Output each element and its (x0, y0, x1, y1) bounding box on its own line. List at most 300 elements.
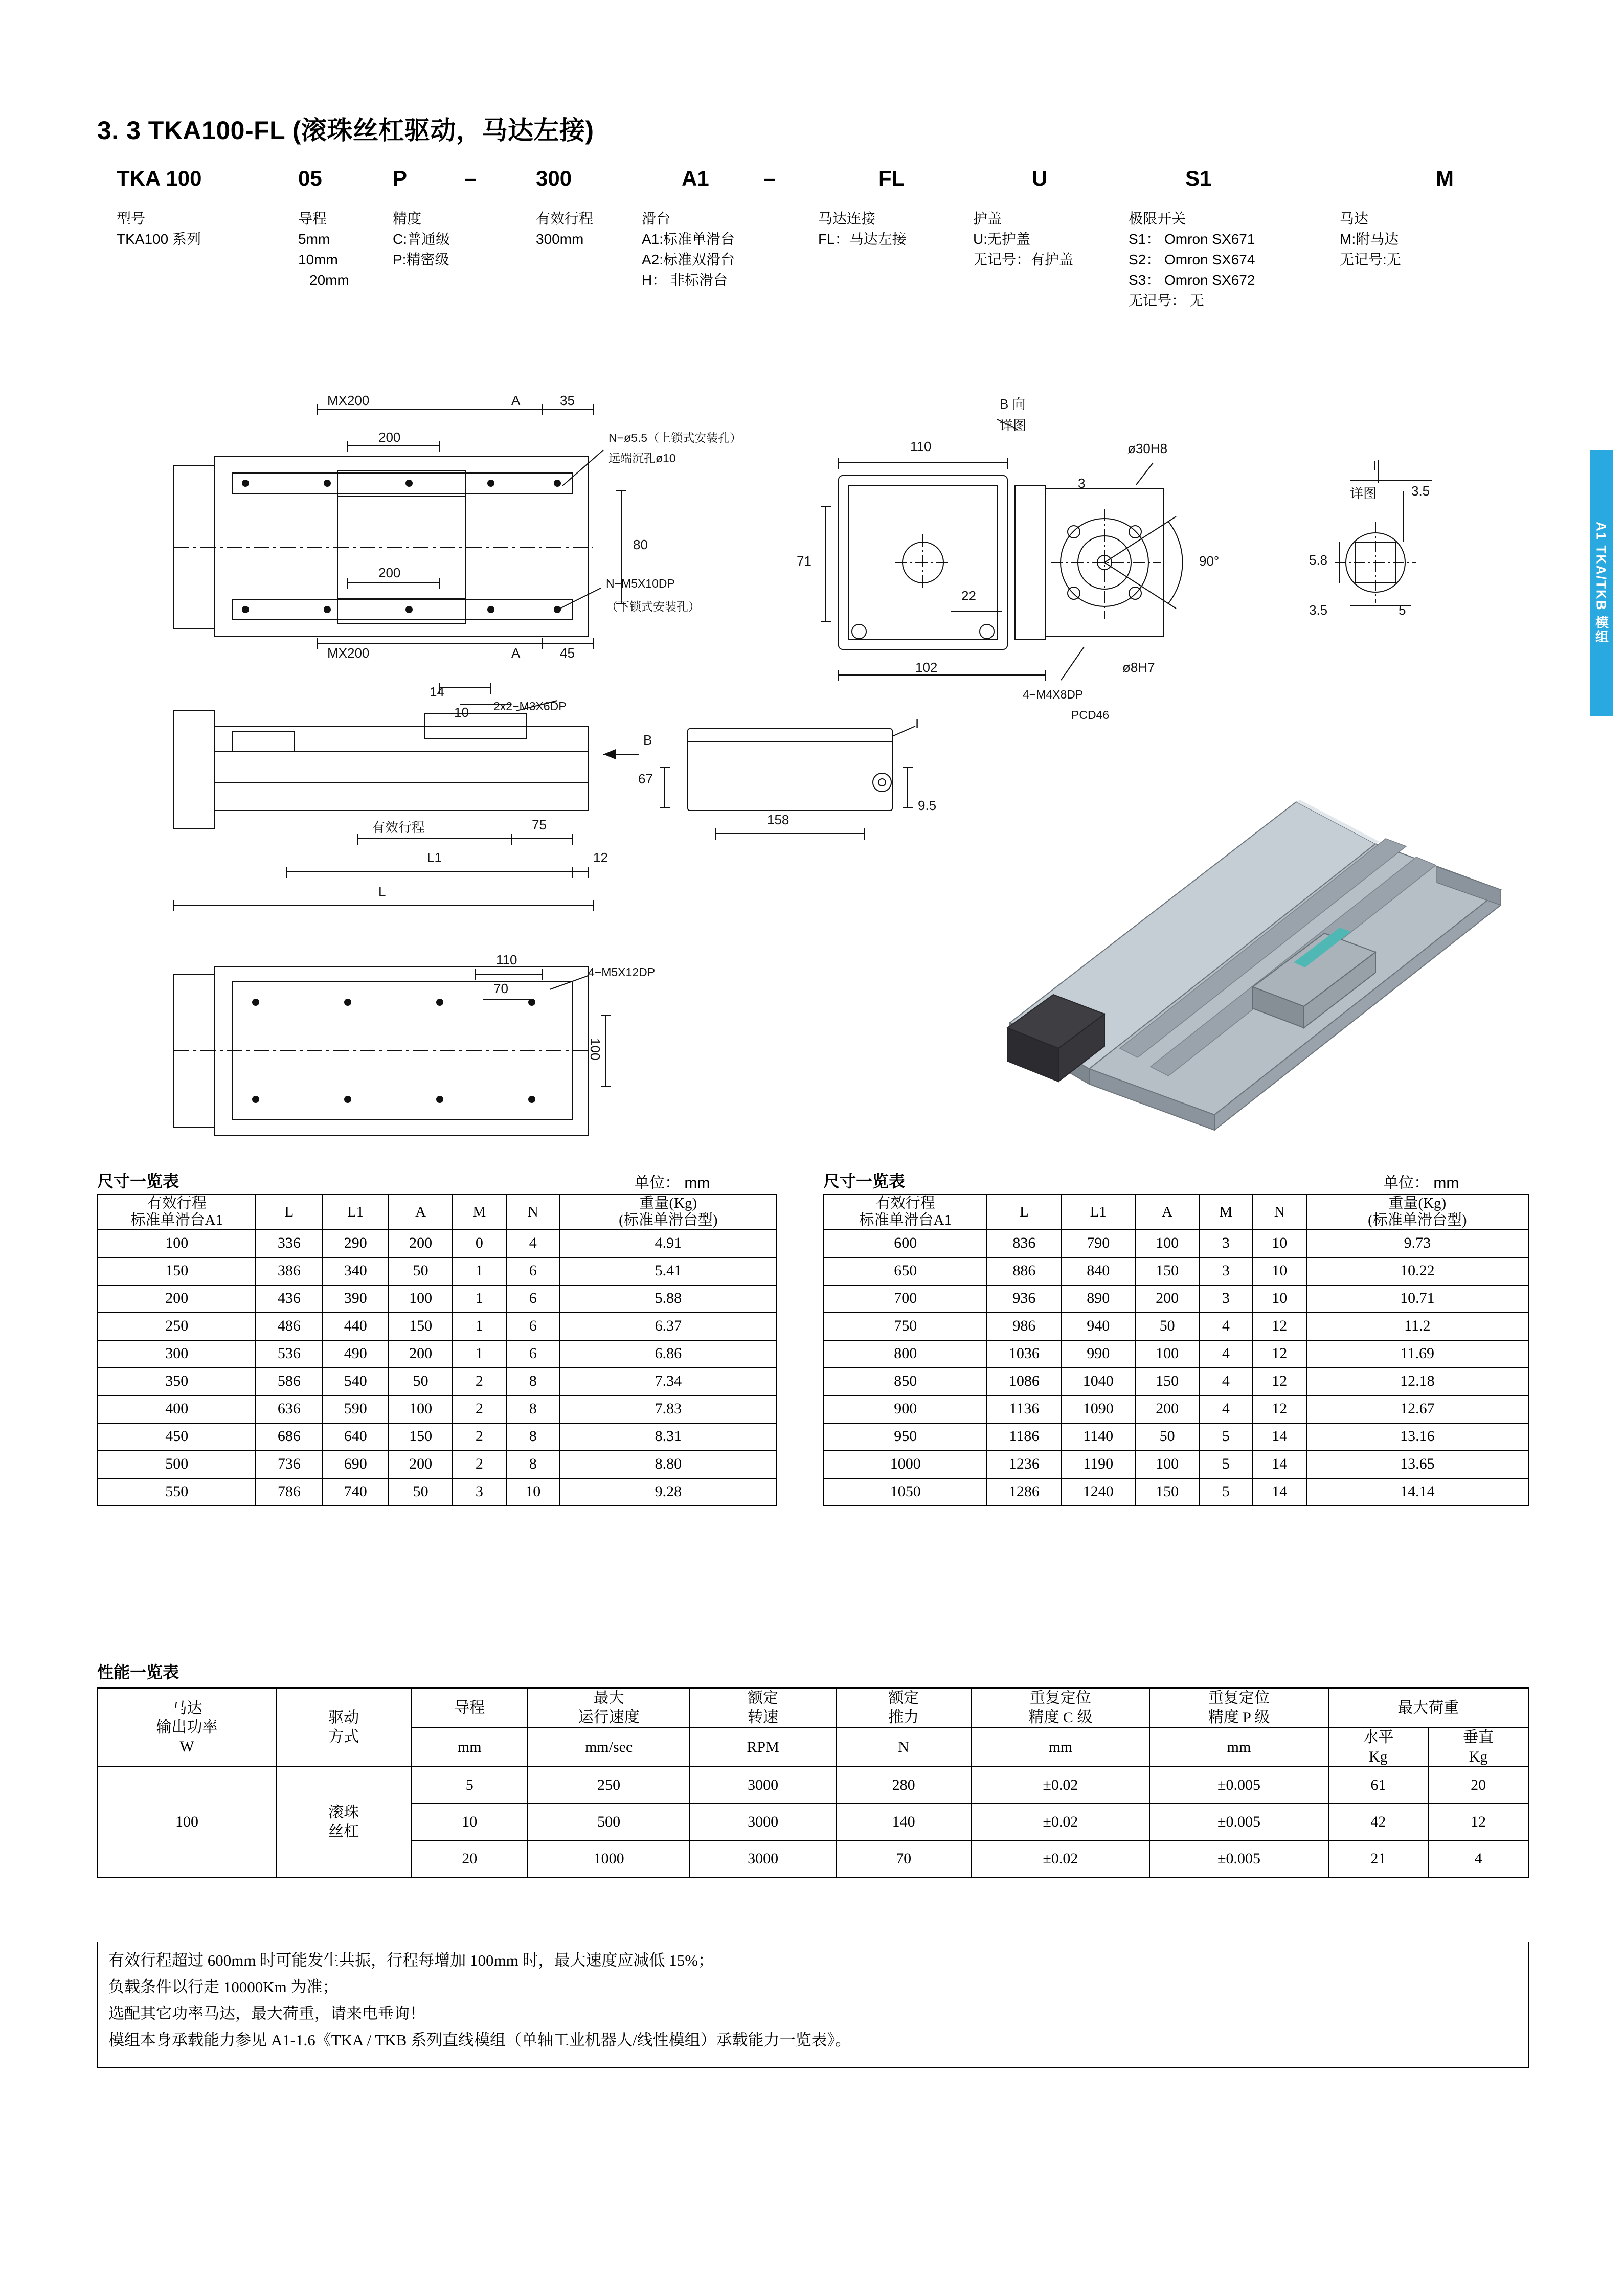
desc-cover-l2: 无记号：有护盖 (973, 252, 1074, 267)
desc-accuracy-l1: C:普通级 (393, 231, 450, 247)
cell-a: 100 (389, 1285, 453, 1313)
cell-l1: 1140 (1061, 1423, 1135, 1451)
cell-a: 200 (389, 1340, 453, 1368)
dim-45: 45 (560, 645, 575, 661)
table-row (98, 1451, 777, 1478)
cell-a: 100 (389, 1395, 453, 1423)
cell-l1: 540 (322, 1368, 389, 1395)
perf-col-repeat-p: 重复定位 精度 P 级 (1149, 1688, 1328, 1727)
cell-a: 50 (389, 1368, 453, 1395)
perf-row (98, 1767, 1528, 1804)
desc-switch-l1: S1： Omron SX671 (1129, 231, 1255, 247)
table-row (98, 1368, 777, 1395)
cell-l1: 1190 (1061, 1451, 1135, 1478)
cell-weight: 10.22 (1306, 1257, 1528, 1285)
col-weight: 重量(Kg) (标准单滑台型) (560, 1195, 777, 1230)
perf-cell-speed: 1000 (528, 1840, 690, 1877)
col-a: A (389, 1195, 453, 1230)
note-4-m4x8dp: 4−M4X8DP (1023, 688, 1084, 701)
table-row (824, 1451, 1528, 1478)
perf-cell-repeat-p: ±0.005 (1149, 1804, 1328, 1840)
cell-n: 12 (1253, 1368, 1306, 1395)
cell-weight: 8.31 (560, 1423, 777, 1451)
cell-weight: 12.18 (1306, 1368, 1528, 1395)
cell-a: 150 (1135, 1368, 1199, 1395)
perf-col-lead: 导程 (412, 1688, 528, 1727)
perf-cell-rpm: 3000 (690, 1840, 836, 1877)
cell-stroke: 500 (98, 1451, 256, 1478)
perf-col-vertical: 垂直 Kg (1428, 1727, 1528, 1767)
code-part-stroke: 300 (536, 166, 572, 190)
cell-m: 1 (453, 1313, 506, 1340)
note-4-m5x12dp: 4−M5X12DP (588, 965, 656, 979)
note-upper-mount-hole: N−ø5.5（上锁式安装孔） (608, 431, 742, 444)
cell-stroke: 300 (98, 1340, 256, 1368)
col-effective-stroke: 有效行程 标准单滑台A1 (824, 1195, 987, 1230)
cell-m: 2 (453, 1368, 506, 1395)
cell-n: 12 (1253, 1395, 1306, 1423)
cell-a: 200 (389, 1230, 453, 1257)
cell-l1: 790 (1061, 1230, 1135, 1257)
table-row (98, 1340, 777, 1368)
desc-series-l1: TKA100 系列 (117, 231, 201, 247)
cell-a: 200 (389, 1451, 453, 1478)
desc-cover-l1: U:无护盖 (973, 231, 1031, 247)
cell-n: 10 (1253, 1257, 1306, 1285)
dim-5: 5 (1399, 602, 1406, 618)
table-row (824, 1230, 1528, 1257)
cell-a: 50 (1135, 1423, 1199, 1451)
dim-l1: L1 (427, 850, 442, 865)
cell-l: 936 (987, 1285, 1061, 1313)
cell-weight: 9.28 (560, 1478, 777, 1506)
dim-5p8: 5.8 (1309, 552, 1328, 568)
desc-table-l1: A1:标准单滑台 (642, 231, 735, 247)
dim-200-top: 200 (378, 430, 401, 445)
cell-m: 1 (453, 1285, 506, 1313)
cell-l: 986 (987, 1313, 1061, 1340)
cell-stroke: 400 (98, 1395, 256, 1423)
table-header-row (98, 1195, 777, 1230)
cell-n: 4 (506, 1230, 560, 1257)
desc-motor (1340, 209, 1401, 270)
desc-motor-l2: 无记号:无 (1340, 252, 1401, 267)
cell-m: 4 (1199, 1340, 1253, 1368)
cell-l1: 290 (322, 1230, 389, 1257)
cell-weight: 10.71 (1306, 1285, 1528, 1313)
table-row (824, 1478, 1528, 1506)
dim-table-unit-left: 单位： mm (634, 1175, 710, 1191)
cell-weight: 6.37 (560, 1313, 777, 1340)
dim-d30h8: ø30H8 (1127, 441, 1168, 456)
cell-m: 3 (453, 1478, 506, 1506)
dim-3: 3 (1078, 476, 1086, 491)
cell-weight: 14.14 (1306, 1478, 1528, 1506)
dim-mx200-top: MX200 (327, 393, 370, 408)
table-row (824, 1395, 1528, 1423)
dim-a-top: A (511, 393, 521, 408)
cell-l: 1186 (987, 1423, 1061, 1451)
code-part-dash2: – (763, 166, 776, 190)
perf-col-rated-thrust: 额定 推力 (836, 1688, 971, 1727)
label-view-b-detail: 详图 (1000, 418, 1027, 433)
cell-a: 50 (389, 1478, 453, 1506)
table-row (98, 1257, 777, 1285)
desc-lead-l2: 10mm (298, 252, 338, 267)
table-row (824, 1313, 1528, 1340)
cell-weight: 7.83 (560, 1395, 777, 1423)
table-row (98, 1423, 777, 1451)
cell-a: 100 (1135, 1451, 1199, 1478)
cell-n: 14 (1253, 1451, 1306, 1478)
label-view-b: B 向 (1000, 396, 1026, 412)
col-effective-stroke: 有效行程 标准单滑台A1 (98, 1195, 256, 1230)
table-row (824, 1340, 1528, 1368)
perf-col-repeat-c: 重复定位 精度 C 级 (971, 1688, 1149, 1727)
note-2x2-m3x6dp: 2x2−M3X6DP (493, 700, 567, 713)
cell-n: 6 (506, 1340, 560, 1368)
desc-stroke-head: 有效行程 (536, 211, 594, 227)
perf-cell-speed: 500 (528, 1804, 690, 1840)
desc-lead-head: 导程 (298, 211, 327, 227)
perf-cell-repeat-p: ±0.005 (1149, 1840, 1328, 1877)
note-line-4: 模组本身承载能力参见 A1-1.6《TKA / TKB 系列直线模组（单轴工业机器人/线性模组）承载能力一览表》。 (108, 2031, 851, 2049)
cell-m: 2 (453, 1423, 506, 1451)
perf-unit-thrust: N (836, 1727, 971, 1767)
col-a: A (1135, 1195, 1199, 1230)
cell-weight: 7.34 (560, 1368, 777, 1395)
desc-cover-head: 护盖 (973, 211, 1002, 227)
cell-l: 1136 (987, 1395, 1061, 1423)
dim-67: 67 (638, 771, 653, 786)
cell-l: 1086 (987, 1368, 1061, 1395)
cell-stroke: 850 (824, 1368, 987, 1395)
dim-table-unit-right: 单位： mm (1383, 1175, 1459, 1191)
dim-table-label-right: 尺寸一览表 (823, 1172, 906, 1190)
label-detail-i-side: I (915, 716, 919, 731)
desc-switch-l3: S3： Omron SX672 (1129, 272, 1255, 288)
perf-cell-thrust: 140 (836, 1804, 971, 1840)
code-part-motor: M (1436, 166, 1454, 190)
cell-l1: 1040 (1061, 1368, 1135, 1395)
cell-n: 10 (1253, 1285, 1306, 1313)
perf-cell-rpm: 3000 (690, 1767, 836, 1804)
cell-l: 886 (987, 1257, 1061, 1285)
dim-3p5-bottom: 3.5 (1309, 602, 1328, 618)
perf-cell-repeat-c: ±0.02 (971, 1767, 1149, 1804)
desc-accuracy-l2: P:精密级 (393, 252, 449, 267)
code-part-series: TKA 100 (117, 166, 202, 190)
cell-l1: 340 (322, 1257, 389, 1285)
product-3d-render (936, 762, 1539, 1161)
cell-m: 3 (1199, 1257, 1253, 1285)
code-part-accuracy: P (393, 166, 408, 190)
table-row (824, 1368, 1528, 1395)
desc-switch-l2: S2： Omron SX674 (1129, 252, 1255, 267)
cell-l: 786 (256, 1478, 322, 1506)
desc-motorconn-l1: FL：马达左接 (818, 231, 907, 247)
cell-n: 8 (506, 1423, 560, 1451)
cell-m: 2 (453, 1451, 506, 1478)
cell-l: 336 (256, 1230, 322, 1257)
dim-a-bottom: A (511, 645, 521, 661)
cell-m: 4 (1199, 1313, 1253, 1340)
cell-stroke: 800 (824, 1340, 987, 1368)
desc-motorconn (818, 209, 907, 250)
cell-weight: 11.2 (1306, 1313, 1528, 1340)
table-row (98, 1313, 777, 1340)
perf-cell-thrust: 70 (836, 1840, 971, 1877)
cell-a: 50 (1135, 1313, 1199, 1340)
desc-series (117, 209, 201, 250)
desc-motorconn-head: 马达连接 (818, 211, 876, 227)
cell-stroke: 450 (98, 1423, 256, 1451)
desc-lead-l3: 20mm (309, 272, 349, 288)
cell-a: 150 (1135, 1257, 1199, 1285)
col-m: M (453, 1195, 506, 1230)
table-row (824, 1423, 1528, 1451)
col-m: M (1199, 1195, 1253, 1230)
cell-n: 6 (506, 1285, 560, 1313)
dim-35: 35 (560, 393, 575, 408)
cell-l1: 1240 (1061, 1478, 1135, 1506)
cell-weight: 12.67 (1306, 1395, 1528, 1423)
perf-col-max-speed: 最大 运行速度 (528, 1688, 690, 1727)
cell-a: 50 (389, 1257, 453, 1285)
cell-stroke: 200 (98, 1285, 256, 1313)
code-part-cover: U (1032, 166, 1048, 190)
dim-102: 102 (915, 660, 938, 675)
cell-weight: 13.65 (1306, 1451, 1528, 1478)
cell-n: 8 (506, 1368, 560, 1395)
dim-70: 70 (493, 981, 508, 996)
desc-stroke-l1: 300mm (536, 231, 584, 247)
note-line-2: 负载条件以行走 10000Km 为准； (108, 1978, 339, 1996)
label-detail-i: 详图 (1350, 486, 1377, 501)
note-line-1: 有效行程超过 600mm 时可能发生共振，行程每增加 100mm 时，最大速度应减低 15%； (108, 1951, 714, 1969)
cell-stroke: 600 (824, 1230, 987, 1257)
cell-n: 10 (506, 1478, 560, 1506)
cell-l: 536 (256, 1340, 322, 1368)
perf-cell-lead: 20 (412, 1840, 528, 1877)
perf-unit-rpm: RPM (690, 1727, 836, 1767)
cell-n: 8 (506, 1395, 560, 1423)
cell-m: 1 (453, 1257, 506, 1285)
cell-l1: 990 (1061, 1340, 1135, 1368)
cell-stroke: 700 (824, 1285, 987, 1313)
cell-l: 736 (256, 1451, 322, 1478)
cell-l1: 590 (322, 1395, 389, 1423)
desc-lead-l1: 5mm (298, 231, 330, 247)
cell-l1: 940 (1061, 1313, 1135, 1340)
cell-weight: 9.73 (1306, 1230, 1528, 1257)
cell-m: 2 (453, 1395, 506, 1423)
desc-cover (973, 209, 1073, 270)
perf-cell-rpm: 3000 (690, 1804, 836, 1840)
note-counterbore: 远端沉孔ø10 (608, 452, 676, 465)
perf-col-drive: 驱动 方式 (276, 1688, 411, 1767)
dim-80: 80 (633, 537, 648, 552)
table-row (98, 1230, 777, 1257)
perf-cell-lead: 10 (412, 1804, 528, 1840)
cell-weight: 11.69 (1306, 1340, 1528, 1368)
code-part-motorconn: FL (878, 166, 905, 190)
note-pcd46: PCD46 (1071, 708, 1110, 722)
dim-22: 22 (961, 588, 976, 603)
cell-a: 100 (1135, 1230, 1199, 1257)
perf-cell-horizontal: 61 (1328, 1767, 1429, 1804)
perf-cell-drive: 滚珠 丝杠 (276, 1767, 411, 1877)
col-weight: 重量(Kg) (标准单滑台型) (1306, 1195, 1528, 1230)
table-row (98, 1478, 777, 1506)
page-title: 3. 3 TKA100-FL (滚珠丝杠驱动，马达左接) (97, 116, 594, 145)
dim-10: 10 (454, 705, 469, 720)
perf-col-rated-rpm: 额定 转速 (690, 1688, 836, 1727)
dim-90deg: 90° (1199, 553, 1220, 569)
cell-n: 12 (1253, 1340, 1306, 1368)
cell-stroke: 900 (824, 1395, 987, 1423)
cell-l1: 390 (322, 1285, 389, 1313)
dimension-table-left (97, 1194, 777, 1506)
code-part-lead: 05 (298, 166, 322, 190)
cell-weight: 5.88 (560, 1285, 777, 1313)
perf-cell-lead: 5 (412, 1767, 528, 1804)
col-l: L (256, 1195, 322, 1230)
cell-l: 586 (256, 1368, 322, 1395)
col-n: N (506, 1195, 560, 1230)
cell-a: 150 (389, 1423, 453, 1451)
cell-weight: 5.41 (560, 1257, 777, 1285)
dim-75: 75 (532, 817, 547, 832)
cell-m: 4 (1199, 1395, 1253, 1423)
note-lower-mount-thread: N−M5X10DP (606, 577, 675, 590)
table-row (98, 1285, 777, 1313)
perf-cell-horizontal: 42 (1328, 1804, 1429, 1840)
dim-110-endview: 110 (910, 439, 932, 454)
cell-n: 12 (1253, 1313, 1306, 1340)
cell-l: 1286 (987, 1478, 1061, 1506)
dim-158: 158 (767, 812, 790, 827)
cell-l1: 690 (322, 1451, 389, 1478)
cell-weight: 8.80 (560, 1451, 777, 1478)
dim-3p5-top: 3.5 (1411, 483, 1430, 499)
dim-110-bottom: 110 (496, 952, 517, 967)
table-header-row (824, 1195, 1528, 1230)
cell-l1: 890 (1061, 1285, 1135, 1313)
cell-l: 436 (256, 1285, 322, 1313)
desc-table-l2: A2:标准双滑台 (642, 252, 735, 267)
cell-l1: 640 (322, 1423, 389, 1451)
dim-table-label-left: 尺寸一览表 (97, 1172, 179, 1190)
cell-l1: 740 (322, 1478, 389, 1506)
cell-l1: 440 (322, 1313, 389, 1340)
cell-a: 150 (1135, 1478, 1199, 1506)
col-n: N (1253, 1195, 1306, 1230)
perf-cell-speed: 250 (528, 1767, 690, 1804)
label-section-b: B (643, 732, 652, 748)
cell-a: 200 (1135, 1395, 1199, 1423)
desc-accuracy-head: 精度 (393, 211, 422, 227)
dim-l: L (378, 884, 386, 899)
cell-stroke: 750 (824, 1313, 987, 1340)
dim-200-bottom: 200 (378, 565, 401, 580)
perf-unit-repeat-p: mm (1149, 1727, 1328, 1767)
dim-12: 12 (593, 850, 608, 865)
cell-n: 14 (1253, 1478, 1306, 1506)
label-detail-i-mark: I (1373, 458, 1377, 473)
col-l1: L1 (322, 1195, 389, 1230)
desc-table-head: 滑台 (642, 211, 671, 227)
cell-l1: 490 (322, 1340, 389, 1368)
perf-header-row (98, 1688, 1528, 1727)
col-l1: L1 (1061, 1195, 1135, 1230)
cell-stroke: 650 (824, 1257, 987, 1285)
code-part-table: A1 (682, 166, 709, 190)
cell-l: 636 (256, 1395, 322, 1423)
desc-motor-l1: M:附马达 (1340, 231, 1399, 247)
perf-table-label: 性能一览表 (97, 1663, 179, 1681)
cell-m: 5 (1199, 1451, 1253, 1478)
perf-cell-motor-power: 100 (98, 1767, 276, 1877)
cell-weight: 6.86 (560, 1340, 777, 1368)
perf-cell-repeat-p: ±0.005 (1149, 1767, 1328, 1804)
table-row (824, 1257, 1528, 1285)
cell-a: 100 (1135, 1340, 1199, 1368)
cell-stroke: 350 (98, 1368, 256, 1395)
perf-unit-speed: mm/sec (528, 1727, 690, 1767)
cell-l: 836 (987, 1230, 1061, 1257)
performance-table (97, 1687, 1529, 1878)
desc-switch-l4: 无记号： 无 (1129, 292, 1204, 308)
perf-cell-repeat-c: ±0.02 (971, 1804, 1149, 1840)
table-row (824, 1285, 1528, 1313)
desc-series-head: 型号 (117, 211, 146, 227)
cell-l: 486 (256, 1313, 322, 1340)
cell-l: 1036 (987, 1340, 1061, 1368)
cell-a: 200 (1135, 1285, 1199, 1313)
desc-motor-head: 马达 (1340, 211, 1369, 227)
col-l: L (987, 1195, 1061, 1230)
cell-l: 686 (256, 1423, 322, 1451)
desc-table (642, 209, 735, 290)
perf-cell-repeat-c: ±0.02 (971, 1840, 1149, 1877)
code-part-switch: S1 (1185, 166, 1212, 190)
cell-m: 5 (1199, 1423, 1253, 1451)
perf-unit-repeat-c: mm (971, 1727, 1149, 1767)
desc-table-l3: H： 非标滑台 (642, 272, 728, 288)
perf-cell-vertical: 12 (1428, 1804, 1528, 1840)
perf-cell-horizontal: 21 (1328, 1840, 1429, 1877)
cell-stroke: 150 (98, 1257, 256, 1285)
cell-m: 3 (1199, 1285, 1253, 1313)
perf-cell-thrust: 280 (836, 1767, 971, 1804)
cell-l1: 1090 (1061, 1395, 1135, 1423)
perf-col-horizontal: 水平 Kg (1328, 1727, 1429, 1767)
note-line-3: 选配其它功率马达，最大荷重，请来电垂询！ (108, 2005, 425, 2022)
cell-l: 1236 (987, 1451, 1061, 1478)
cell-n: 6 (506, 1313, 560, 1340)
cell-stroke: 950 (824, 1423, 987, 1451)
cell-a: 150 (389, 1313, 453, 1340)
desc-stroke (536, 209, 593, 250)
model-code-row (117, 166, 1454, 195)
dim-14: 14 (430, 684, 444, 700)
cell-weight: 13.16 (1306, 1423, 1528, 1451)
cell-l1: 840 (1061, 1257, 1135, 1285)
cell-stroke: 1050 (824, 1478, 987, 1506)
desc-accuracy (393, 209, 450, 270)
table-row (98, 1395, 777, 1423)
